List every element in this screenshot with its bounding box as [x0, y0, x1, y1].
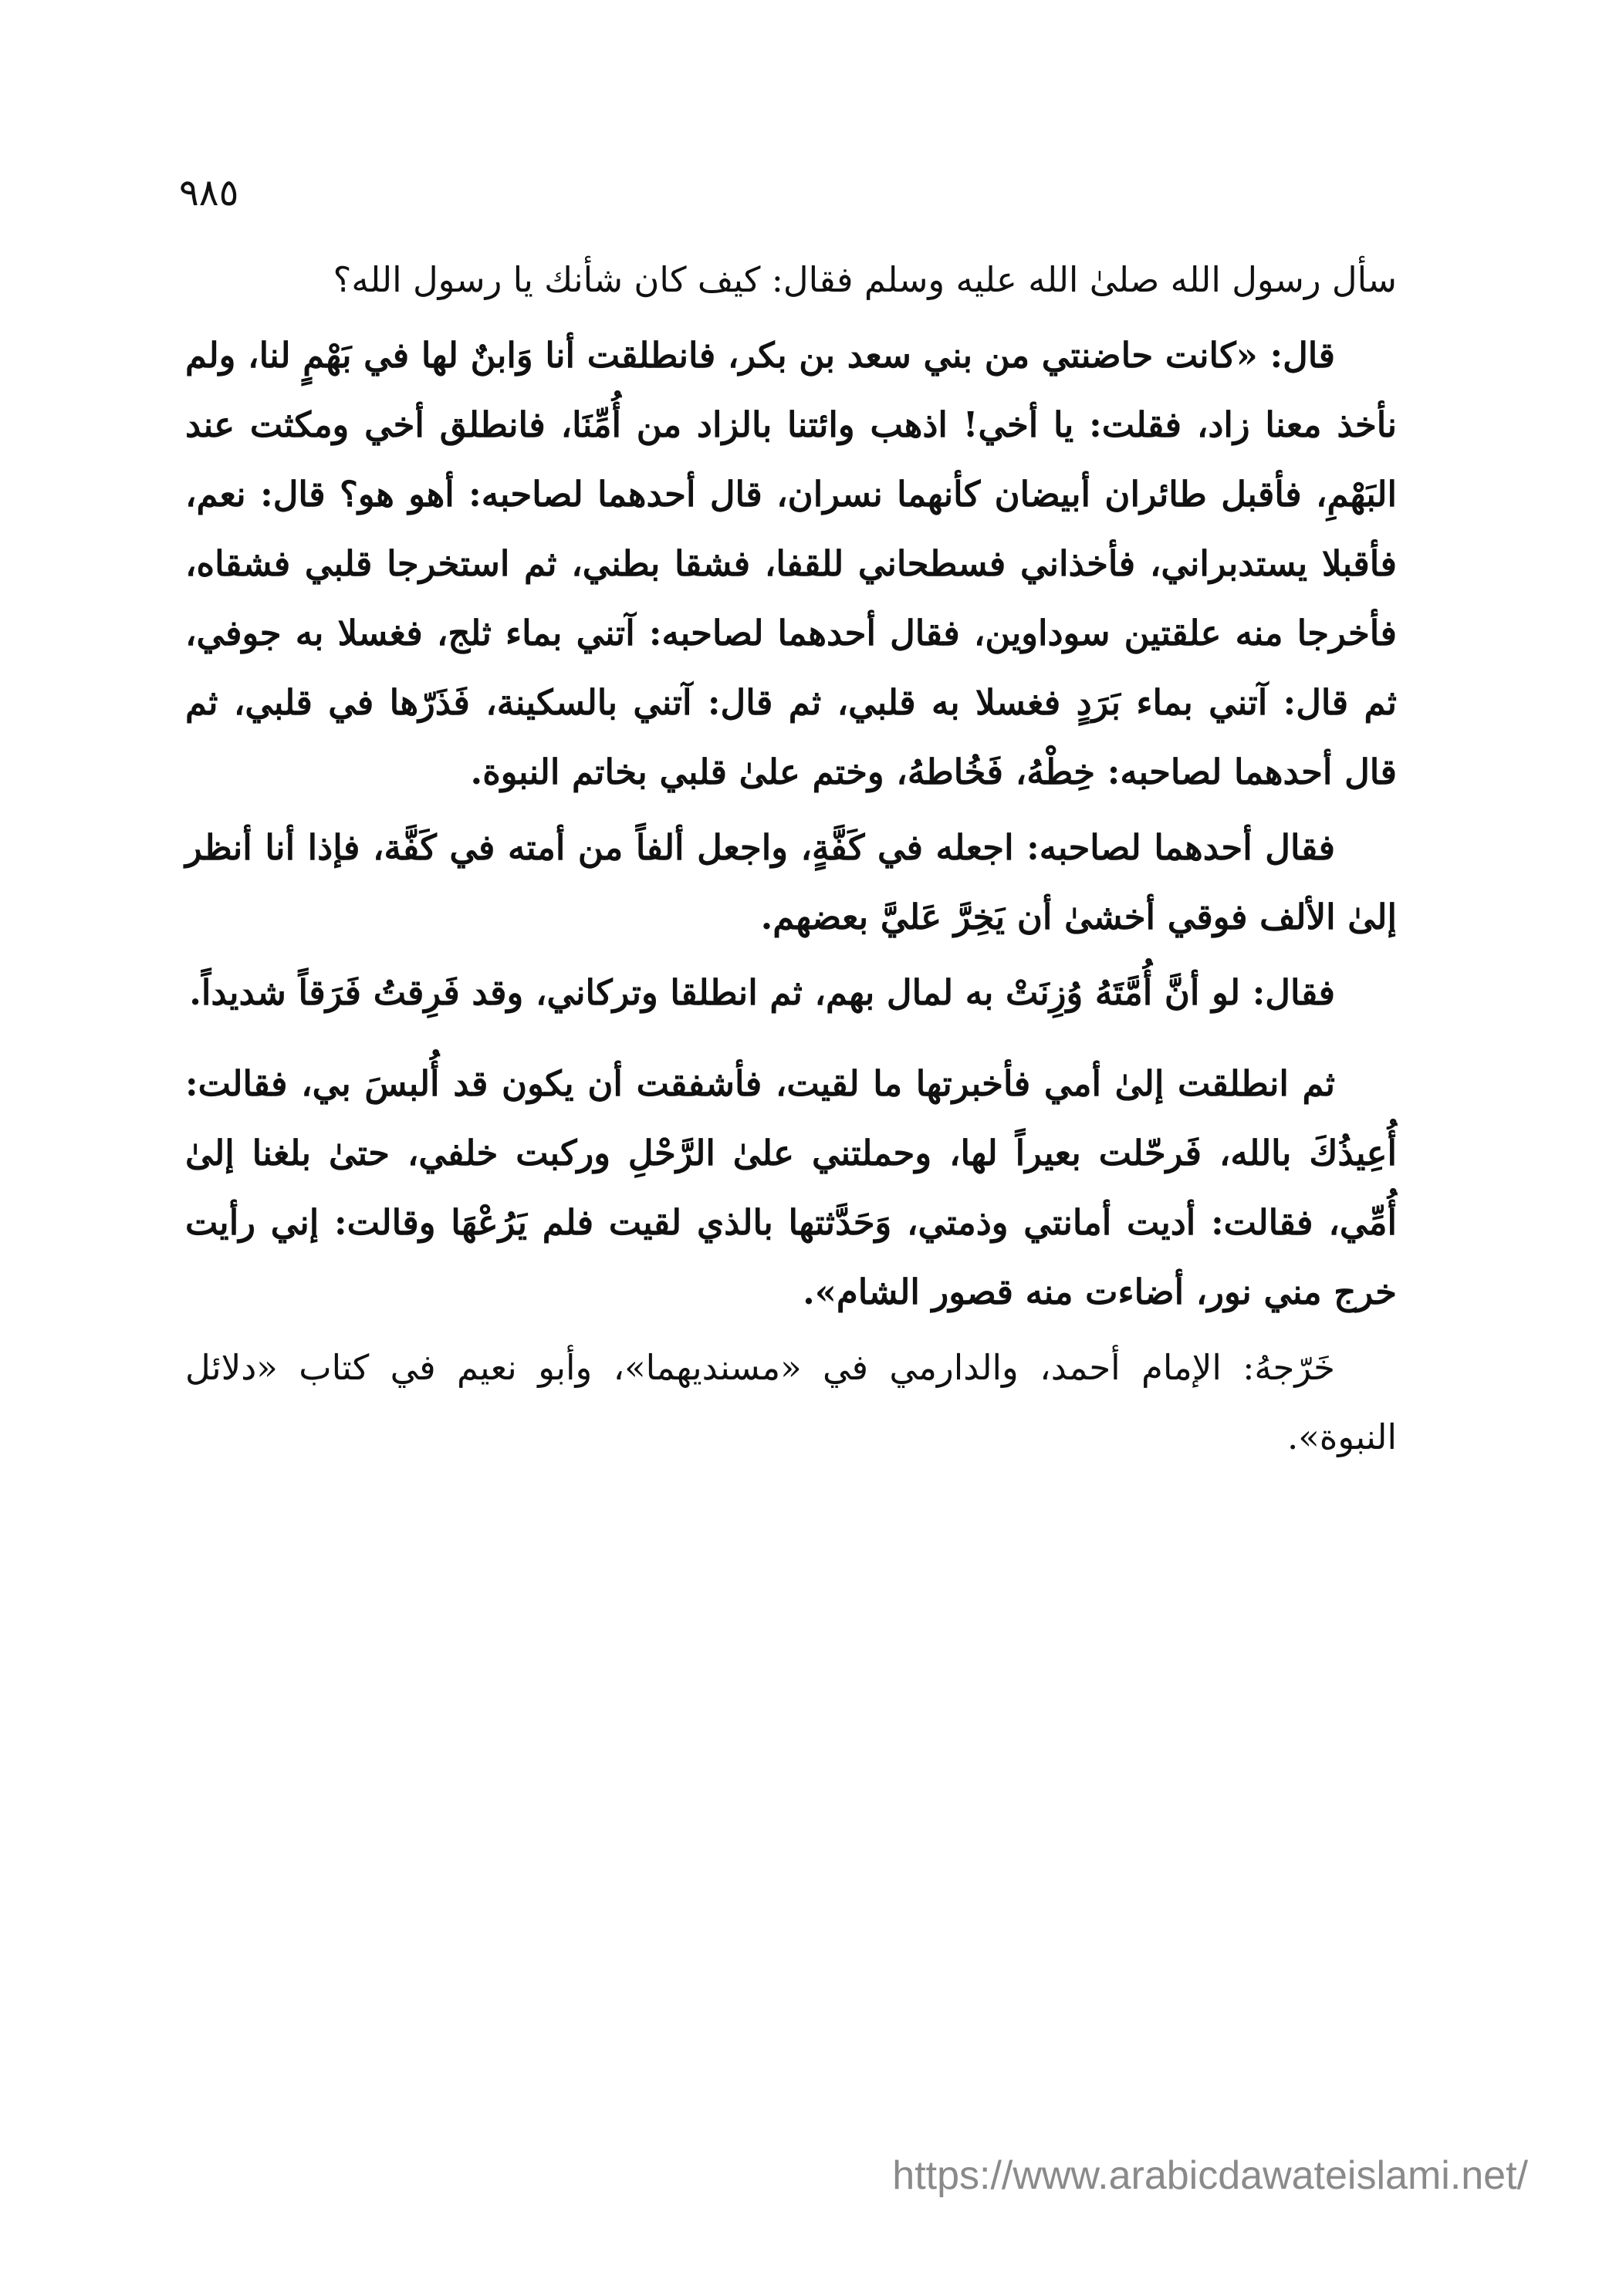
paragraph-narration: قال: «كانت حاضنتي من بني سعد بن بكر، فانطلقت أنا وَابنٌ لها في بَهْمٍ لنا، ولم نأخذ معنا زاد، فقلت: يا أخي! اذهب وائتنا بالزاد من أُمِّنَا، فانطلق أخي ومكثت عند البَهْمِ، فأقبل طائران أبيضان كأنهما نسران، قال أحدهما لصاحبه: أهو هو؟ قال: نعم، فأقبلا يستدبراني، فأخذاني فسطحاني للقفا، فشقا بطني، ثم استخرجا قلبي فشقاه، فأخرجا منه علقتين سوداوين، فقال أحدهما لصاحبه: آتني بماء ثلج، فغسلا به جوفي، ثم قال: آتني بماء بَرَدٍ فغسلا به قلبي، ثم قال: آتني بالسكينة، فَذَرّها في قلبي، ثم قال أحدهما لصاحبه: خِطْهُ، فَخُاطهُ، وختم علىٰ قلبي بخاتم النبوة. — [185, 335, 1397, 792]
paragraph-question: سأل رسول الله صلىٰ الله عليه وسلم فقال: كيف كان شأنك يا رسول الله؟ — [333, 259, 1397, 300]
paragraph-scale: فقال أحدهما لصاحبه: اجعله في كَفَّةٍ، واجعل ألفاً من أمته في كَفَّة، فإذا أنا أنظر إلىٰ الألف فوقي أخشىٰ أن يَخِرَّ عَليَّ بعضهم. — [185, 827, 1397, 937]
body-text — [185, 245, 1397, 1478]
page-number: ٩٨٥ — [179, 171, 239, 214]
paragraph-return: ثم انطلقت إلىٰ أمي فأخبرتها ما لقيت، فأشفقت أن يكون قد أُلبسَ بي، فقالت: أُعِيذُكَ بالله، فَرحّلت بعيراً لها، وحملتني علىٰ الرَّحْلِ وركبت خلفي، حتىٰ بلغنا إلىٰ أُمِّي، فقالت: أديت أمانتي وذمتي، وَحَدَّثتها بالذي لقيت فلم يَرُعْهَا وقالت: إني رأيت خرج مني نور، أضاءت منه قصور الشام». — [185, 1063, 1397, 1312]
paragraph-source: خَرّجهُ: الإمام أحمد، والدارمي في «مسنديهما»، وأبو نعيم في كتاب «دلائل النبوة». — [185, 1347, 1397, 1457]
watermark-url: https://www.arabicdawateislami.net/ — [892, 2153, 1528, 2198]
paragraph-weighing: فقال: لو أنَّ أُمَّتَهُ وُزِنَتْ به لمال بهم، ثم انطلقا وتركاني، وقد فَرِقتُ فَرَقاً شديداً. — [189, 972, 1335, 1013]
